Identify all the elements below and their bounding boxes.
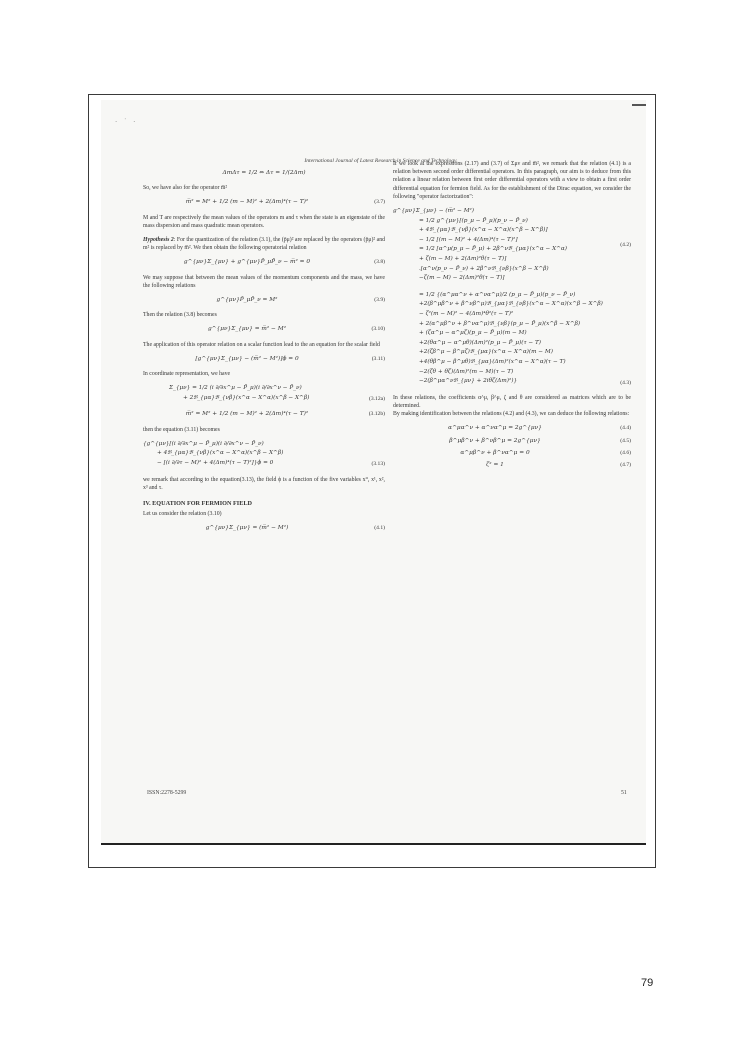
equation-3-12a: Σ_{μν} = 1/2 (i ∂/∂x^μ − P̄_μ)(i ∂/∂x^ν − P̄_ν) + 2𝔅_{μα}𝔅_{νβ}(x^α − X^α)(x^β − X^β) (3.12a) (169, 385, 385, 403)
equation-4-4: α^μα^ν + α^να^μ = 2g^{μν} (4.4) (448, 425, 631, 432)
journal-header: International Journal of Latest Research in Science and Technology. (304, 158, 458, 164)
equation-4-3: = 1/2 {(α^μα^ν + α^να^μ)/2 (p_μ − P̄_μ)(p_ν − P̄_ν) +2(β^μβ^ν + β^νβ^μ)𝔅_{μα}𝔅_{νβ}(x^α − X^α)(x^β − X^β) − ζ²(m − M)² − 4(Δm)⁴θ²(τ − T)² + 2(α^μβ^ν + β^να^μ)𝔅_{νβ}(p_μ − P̄_μ)(x^β − X^β) + (ζα^μ − α^μζ)(p_μ − P̄_μ)(m − M) +2(θα^μ − α^μθ)(Δm)²(p_μ − P̄_μ)(τ − T) +2(ζβ^μ − β^μζ)𝔅_{μα}(x^α − X^α)(m − M) +4(θβ^μ − β^μθ)𝔅_{μα}(Δm)²(x^α − X^α)(τ − T) −2(ζθ + θζ)(Δm)²(m − M)(τ − T) −2(β^μα^ν𝔅_{μν} + 2iθζ(Δm)²)} (4.3) (419, 291, 631, 386)
paragraph: If we look at the expressions (2.17) and (3.7) of Σμν and m̅², we remark that the relation (4.1) is a relation between second order differential operators. In this paragraph, our aim is to deduce from this relation a linear relation between first order differential operators with a view to obtain a first order differential equation for fermion field. As for the establishment of the Dirac equation, we consider the following "operator factorization": (393, 161, 631, 200)
equation-3-8: g^{μν}Σ_{μν} + g^{μν}P̄_μP̄_ν − m̅² = 0 (3.8) (183, 259, 385, 266)
paragraph: We may suppose that between the mean values of the momentum components and the mass, we have the following relations (143, 274, 385, 289)
equation-4-5: β^μβ^ν + β^νβ^μ = 2g^{μν} (4.5) (449, 437, 631, 444)
scanned-page-frame (88, 94, 656, 868)
equation-3-13: {g^{μν}[(i ∂/∂x^μ − P̄_μ)(i ∂/∂x^ν − P̄_ν) + 4𝔅_{μα}𝔅_{νβ}(x^α − X^α)(x^β − X^β) − [(i ∂/∂τ − M)² + 4(Δm)⁴(τ − T)²]}ϕ = 0 (3.13) (143, 440, 385, 468)
scan-edge-mark (632, 104, 646, 106)
equation-3-11: [g^{μν}Σ_{μν} − (m̅² − M²)]ϕ = 0 (3.11) (195, 355, 385, 362)
section-title: IV. EQUATION FOR FERMION FIELD (143, 500, 252, 508)
scanned-journal-page (101, 100, 646, 845)
paragraph: In these relations, the coefficients α^μ, β^μ, ζ and θ are considered as matrices which are to be determined. (393, 394, 631, 409)
equation-3-10: g^{μν}Σ_{μν} = m̅² − M² (3.10) (207, 326, 385, 333)
equation-3-7: m̅² = M² + 1/2 (m − M)² + 2(Δm)⁴(τ − T)² (3.7) (185, 199, 385, 206)
paragraph: Then the relation (3.8) becomes (143, 312, 217, 319)
paragraph: we remark that according to the equation(3.13), the field ϕ is a function of the five variables x⁰, x¹, x², x³ and τ. (143, 476, 385, 491)
paragraph: then the equation (3.11) becomes (143, 426, 220, 433)
page-number: 79 (641, 977, 654, 989)
equation-4-1: g^{μν}Σ_{μν} = (m̅² − M²) (4.1) (205, 525, 385, 532)
paragraph: In coordinate representation, we have (143, 371, 231, 378)
right-column (393, 160, 631, 473)
footer-issn: ISSN:2278-5299 (147, 790, 187, 796)
paragraph: By making identification between the relations (4.2) and (4.3), we can deduce the following relations: (393, 411, 630, 418)
left-column (143, 166, 385, 540)
scan-specks: · ˙ · (115, 118, 138, 126)
equation-4-7: ζ² = 1 (4.7) (486, 461, 631, 468)
paragraph: Let us consider the relation (3.10) (143, 511, 222, 518)
hypothesis-label: Hypothesis 2 (143, 237, 174, 244)
hypothesis-paragraph: Hypothesis 2: For the quantization of the relation (3.1), the (p̄μ)² are replaced by the operators (p̄μ)² and m² is replaced by m̅². We then obtain the following operatorial relation (143, 237, 385, 252)
equation-4-2: g^{μν}Σ_{μν} − (m̅² − M²) = 1/2 g^{μν}[(p_μ − P̄_μ)(p_ν − P̄_ν) + 4𝔅_{μα}𝔅_{νβ}(x^α − X^α)(x^β − X^β)] − 1/2 [(m − M)² + 4(Δm)⁴(τ − T)²] = 1/2 [α^μ(p_μ − P̄_μ) + 2β^ν𝔅_{μα}(x^α − X^α) + ζ(m − M) + 2(Δm)²θ(τ − T)] .[α^ν(p_ν − P̄_ν) + 2β^ν𝔅_{νβ}(x^β − X^β) −ζ(m − M) − 2(Δm)²θ(τ − T)] (4.2) (393, 208, 631, 282)
equation-top: ΔmΔτ = 1/2 ⇔ Δτ = 1/(2Δm) (222, 170, 306, 176)
equation-3-9: g^{μν}P̄_μP̄_ν = M² (3.9) (216, 297, 385, 304)
paragraph: The application of this operator relation on a scalar function lead to the an equation for the scalar field (143, 341, 380, 348)
paragraph: M and T are respectively the mean values of the operators m and τ when the state is an eigenstate of the mass dispersion and mass quadratic mean operators. (143, 214, 385, 229)
paragraph: So, we have also for the operator m̅² (143, 185, 228, 192)
equation-3-12b: m̅² = M² + 1/2 (m − M)² + 2(Δm)⁴(τ − T)² (3.12b) (185, 411, 385, 418)
equation-4-6: α^μβ^ν + β^να^μ = 0 (4.6) (460, 449, 631, 456)
footer-page-number: 51 (621, 790, 627, 796)
